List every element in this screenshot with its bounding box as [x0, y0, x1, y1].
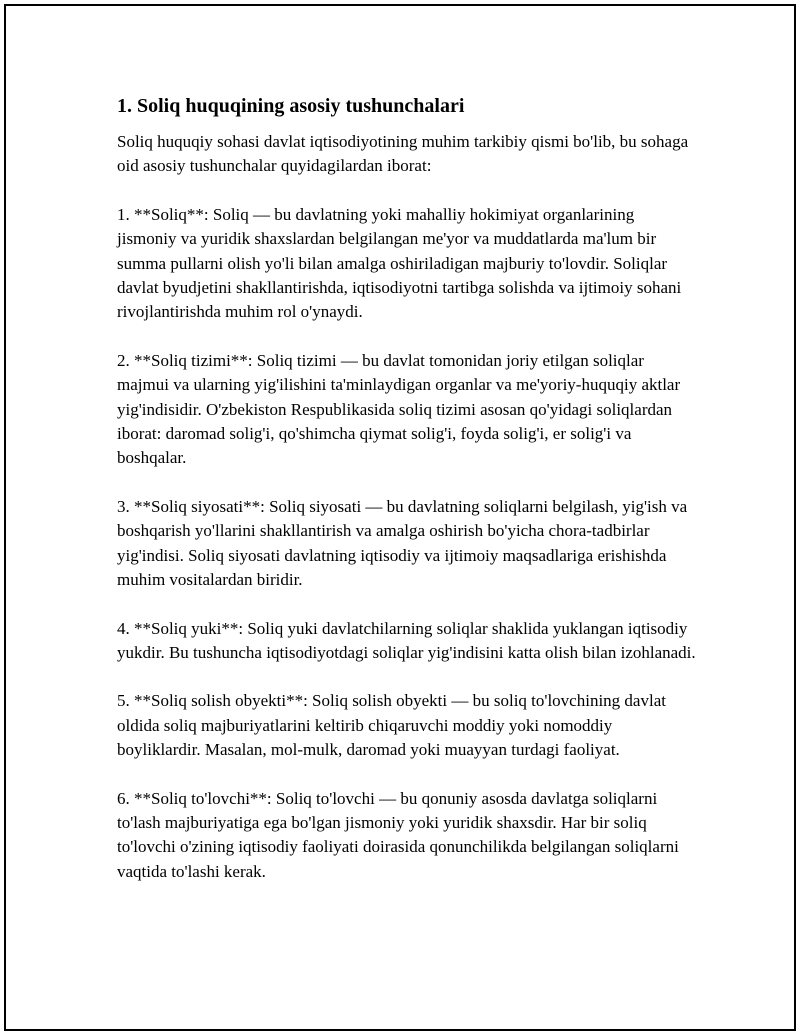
definition-soliq-tizimi: 2. **Soliq tizimi**: Soliq tizimi — bu davlat tomonidan joriy etilgan soliqlar majmui va ularning yig'ilishini ta'minlaydigan organlar va me'yoriy-huquqiy aktlar yig'indisidir. O'zbekiston Respublikasida soliq tizimi asosan qo'yidagi soliqlardan iborat: daromad solig'i, qo'shimcha qiymat solig'i, foyda solig'i, er solig'i va boshqalar.: [117, 350, 681, 468]
document-body: [117, 92, 697, 908]
definition-soliq-siyosati: 3. **Soliq siyosati**: Soliq siyosati — bu davlatning soliqlarni belgilash, yig'ish va boshqarish yo'llarini shakllantirish va amalga oshirish bo'yicha chora-tadbirlar yig'indisi. Soliq siyosati davlatning iqtisodiy va ijtimoiy maqsadlariga erishishda muhim vositalardan biridir.: [117, 496, 688, 590]
definition-soliq: 1. **Soliq**: Soliq — bu davlatning yoki mahalliy hokimiyat organlarining jismoniy va yuridik shaxslardan belgilangan me'yor va muddatlarda ma'lum bir summa pullarni olish yo'li bilan amalga oshiriladigan majburiy to'lovdir. Soliqlar davlat byudjetini shakllantirishda, iqtisodiyotni tartibga solishda va ijtimoiy sohani rivojlantirishda muhim rol o'ynaydi.: [117, 204, 682, 322]
definition-soliq-tolovchi: 6. **Soliq to'lovchi**: Soliq to'lovchi — bu qonuniy asosda davlatga soliqlarni to'lash majburiyatiga ega bo'lgan jismoniy yoki yuridik shaxsdir. Har bir soliq to'lovchi o'zining iqtisodiy faoliyati doirasida qonunchilikda belgilangan soliqlarni vaqtida to'lashi kerak.: [117, 788, 679, 881]
definition-soliq-solish-obyekti: 5. **Soliq solish obyekti**: Soliq solish obyekti — bu soliq to'lovchining davlat oldida soliq majburiyatlarini keltirib chiqaruvchi moddiy yoki nomoddiy boyliklardir. Masalan, mol-mulk, daromad yoki muayyan turdagi faoliyat.: [117, 691, 666, 760]
section-heading: 1. Soliq huquqining asosiy tushunchalari: [117, 95, 465, 117]
intro-paragraph: Soliq huquqiy sohasi davlat iqtisodiyotining muhim tarkibiy qismi bo'lib, bu sohaga oid asosiy tushunchalar quyidagilardan iborat:: [117, 132, 689, 176]
definition-soliq-yuki: 4. **Soliq yuki**: Soliq yuki davlatchilarning soliqlar shaklida yuklangan iqtisodiy yukdir. Bu tushuncha iqtisodiyotdagi soliqlar yig'indisini katta olish bilan izohlanadi.: [117, 618, 696, 662]
